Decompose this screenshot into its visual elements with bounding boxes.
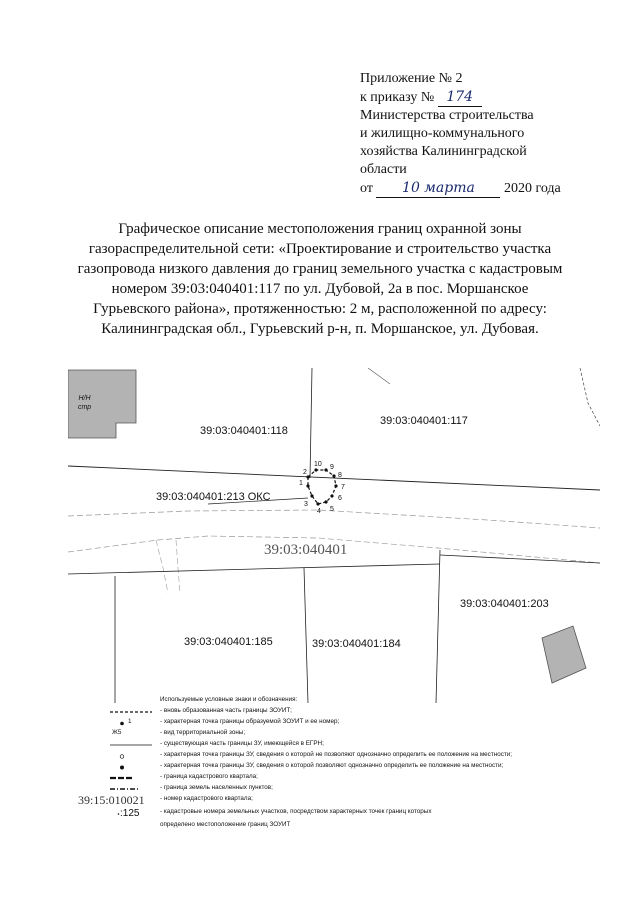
point-label-7: 7: [341, 484, 345, 491]
boundary-segment-right: [580, 368, 600, 426]
legend-text-4: - существующая часть границы ЗУ, имеющейся в ЕГРН;: [160, 740, 324, 747]
legend-item-point-unknown: [68, 751, 608, 762]
legend-item-existing-boundary: [68, 740, 608, 751]
legend-text-1: - вновь образованная часть границы ЗОУИТ;: [160, 707, 292, 714]
parcel-boundary-203: [436, 550, 440, 703]
legend-text-2: - характерная точка границы образуемой ЗОУИТ и ее номер;: [160, 718, 340, 725]
year-text: 2020 года: [503, 181, 561, 196]
date-prefix: от: [360, 181, 373, 196]
order-number-handwritten: 174: [438, 88, 482, 107]
document-heading: [60, 219, 580, 339]
legend-item-point-known: [68, 762, 608, 773]
point-label-9: 9: [330, 464, 334, 471]
order-line: [360, 88, 610, 107]
point-label-8: 8: [338, 472, 342, 479]
legend-item-quarter-number: [68, 795, 608, 806]
parcel-boundary-118-117: [310, 368, 312, 478]
road-branch-left: [156, 540, 168, 593]
heading-line-4: номером 39:03:040401:117 по ул. Дубовой, 2а в пос. Моршанское: [111, 281, 529, 297]
legend-sample-parcel: :125: [120, 808, 140, 819]
legend-text-6: - характерная точка границы ЗУ, сведения о которой позволяют однозначно определить ее положение на местности;: [160, 762, 504, 769]
boundary-segment: [368, 368, 390, 384]
point-label-5: 5: [330, 506, 334, 513]
legend-symbol-dashed-bold: [108, 707, 152, 718]
legend-item-new-boundary: [68, 707, 608, 718]
legend-item-parcel-numbers: [68, 808, 608, 819]
legend-text-5: - характерная точка границы ЗУ, сведения о которой не позволяют однозначно определить ее положение на местности;: [160, 751, 512, 758]
legend-symbol-solid-line: [108, 740, 152, 751]
point-label-6: 6: [338, 495, 342, 502]
ministry-line-1: Министерства строительства: [360, 108, 534, 123]
ministry-line-3: хозяйства Калининградской: [360, 144, 527, 159]
heading-line-1: Графическое описание местоположения границ охранной зоны: [118, 221, 522, 237]
heading-line-3: газопровода низкого давления до границ земельного участка с кадастровым: [77, 261, 563, 277]
ministry-line-4: области: [360, 162, 407, 177]
legend-symbol-open-circle: [108, 751, 152, 762]
building-label-2: стр: [78, 404, 92, 411]
legend-continuation: определено местоположение границ ЗОУИТ: [160, 821, 291, 828]
heading-line-6: Калининградская обл., Гурьевский р-н, п. Моршанское, ул. Дубовая.: [101, 321, 539, 337]
point-label-10: 10: [314, 461, 322, 468]
legend-item-zouit-point: [68, 718, 608, 729]
legend-point-number: 1: [128, 718, 132, 725]
legend-item-quarter-boundary: [68, 773, 608, 784]
appendix-title: Приложение № 2: [360, 71, 463, 86]
legend-symbol-zone: [108, 729, 152, 740]
zouit-zone: [308, 470, 336, 504]
parcel-boundary-south: [68, 564, 440, 574]
heading-line-5: Гурьевского района», протяженностью: 2 м, расположенной по адресу:: [93, 301, 547, 317]
parcel-label-185: 39:03:040401:185: [184, 636, 273, 648]
building-label-1: Н/Н: [78, 395, 91, 402]
legend-text-8: - граница земель населенных пунктов;: [160, 784, 273, 791]
parcel-boundary-203-top: [440, 555, 600, 563]
legend-sample-quarter: 39:15:010021: [78, 793, 145, 807]
point-label-1: 1: [299, 480, 303, 487]
legend-title: Используемые условные знаки и обозначения:: [160, 696, 298, 703]
parcel-label-118: 39:03:040401:118: [200, 425, 288, 437]
road-edge-north: [68, 510, 600, 528]
parcel-boundary-185-184: [304, 568, 308, 703]
ministry-line-2: и жилищно-коммунального: [360, 126, 525, 141]
building-label: [78, 394, 91, 412]
point-label-4: 4: [317, 508, 321, 515]
legend-text-7: - граница кадастрового квартала;: [160, 773, 258, 780]
legend-text-9: - номер кадастрового квартала;: [160, 795, 253, 802]
legend-symbol-point: [108, 718, 152, 729]
quarter-label: 39:03:040401: [264, 542, 348, 558]
point-label-2: 2: [303, 469, 307, 476]
parcel-label-203: 39:03:040401:203: [460, 598, 549, 610]
cadastral-map: [68, 368, 600, 703]
parcel-label-213: 39:03:040401:213 ОКС: [156, 491, 271, 503]
map-drawing: [68, 368, 600, 703]
heading-line-2: газораспределительной сети: «Проектирование и строительство участка: [88, 241, 552, 257]
legend-symbol-filled-circle: [108, 762, 152, 773]
date-handwritten: 10 марта: [376, 179, 500, 198]
legend-item-settlement-boundary: [68, 784, 608, 795]
parcel-label-184: 39:03:040401:184: [312, 638, 401, 650]
legend-text-3: - вид территориальной зоны;: [160, 729, 246, 736]
zouit-points: [306, 468, 337, 505]
legend-zone-code: Ж5: [112, 729, 122, 736]
legend-item-zone: [68, 729, 608, 740]
appendix-header: [360, 70, 610, 198]
parcel-label-117: 39:03:040401:117: [380, 415, 468, 427]
legend-symbol-thick-dash: [108, 773, 152, 784]
order-prefix: к приказу №: [360, 90, 435, 105]
legend-text-10: - кадастровые номера земельных участков, посредством характерных точек границ которых: [160, 808, 432, 815]
point-label-3: 3: [304, 501, 308, 508]
building-right: [542, 626, 586, 683]
date-line: [360, 179, 610, 198]
road-branch-right: [176, 540, 180, 593]
